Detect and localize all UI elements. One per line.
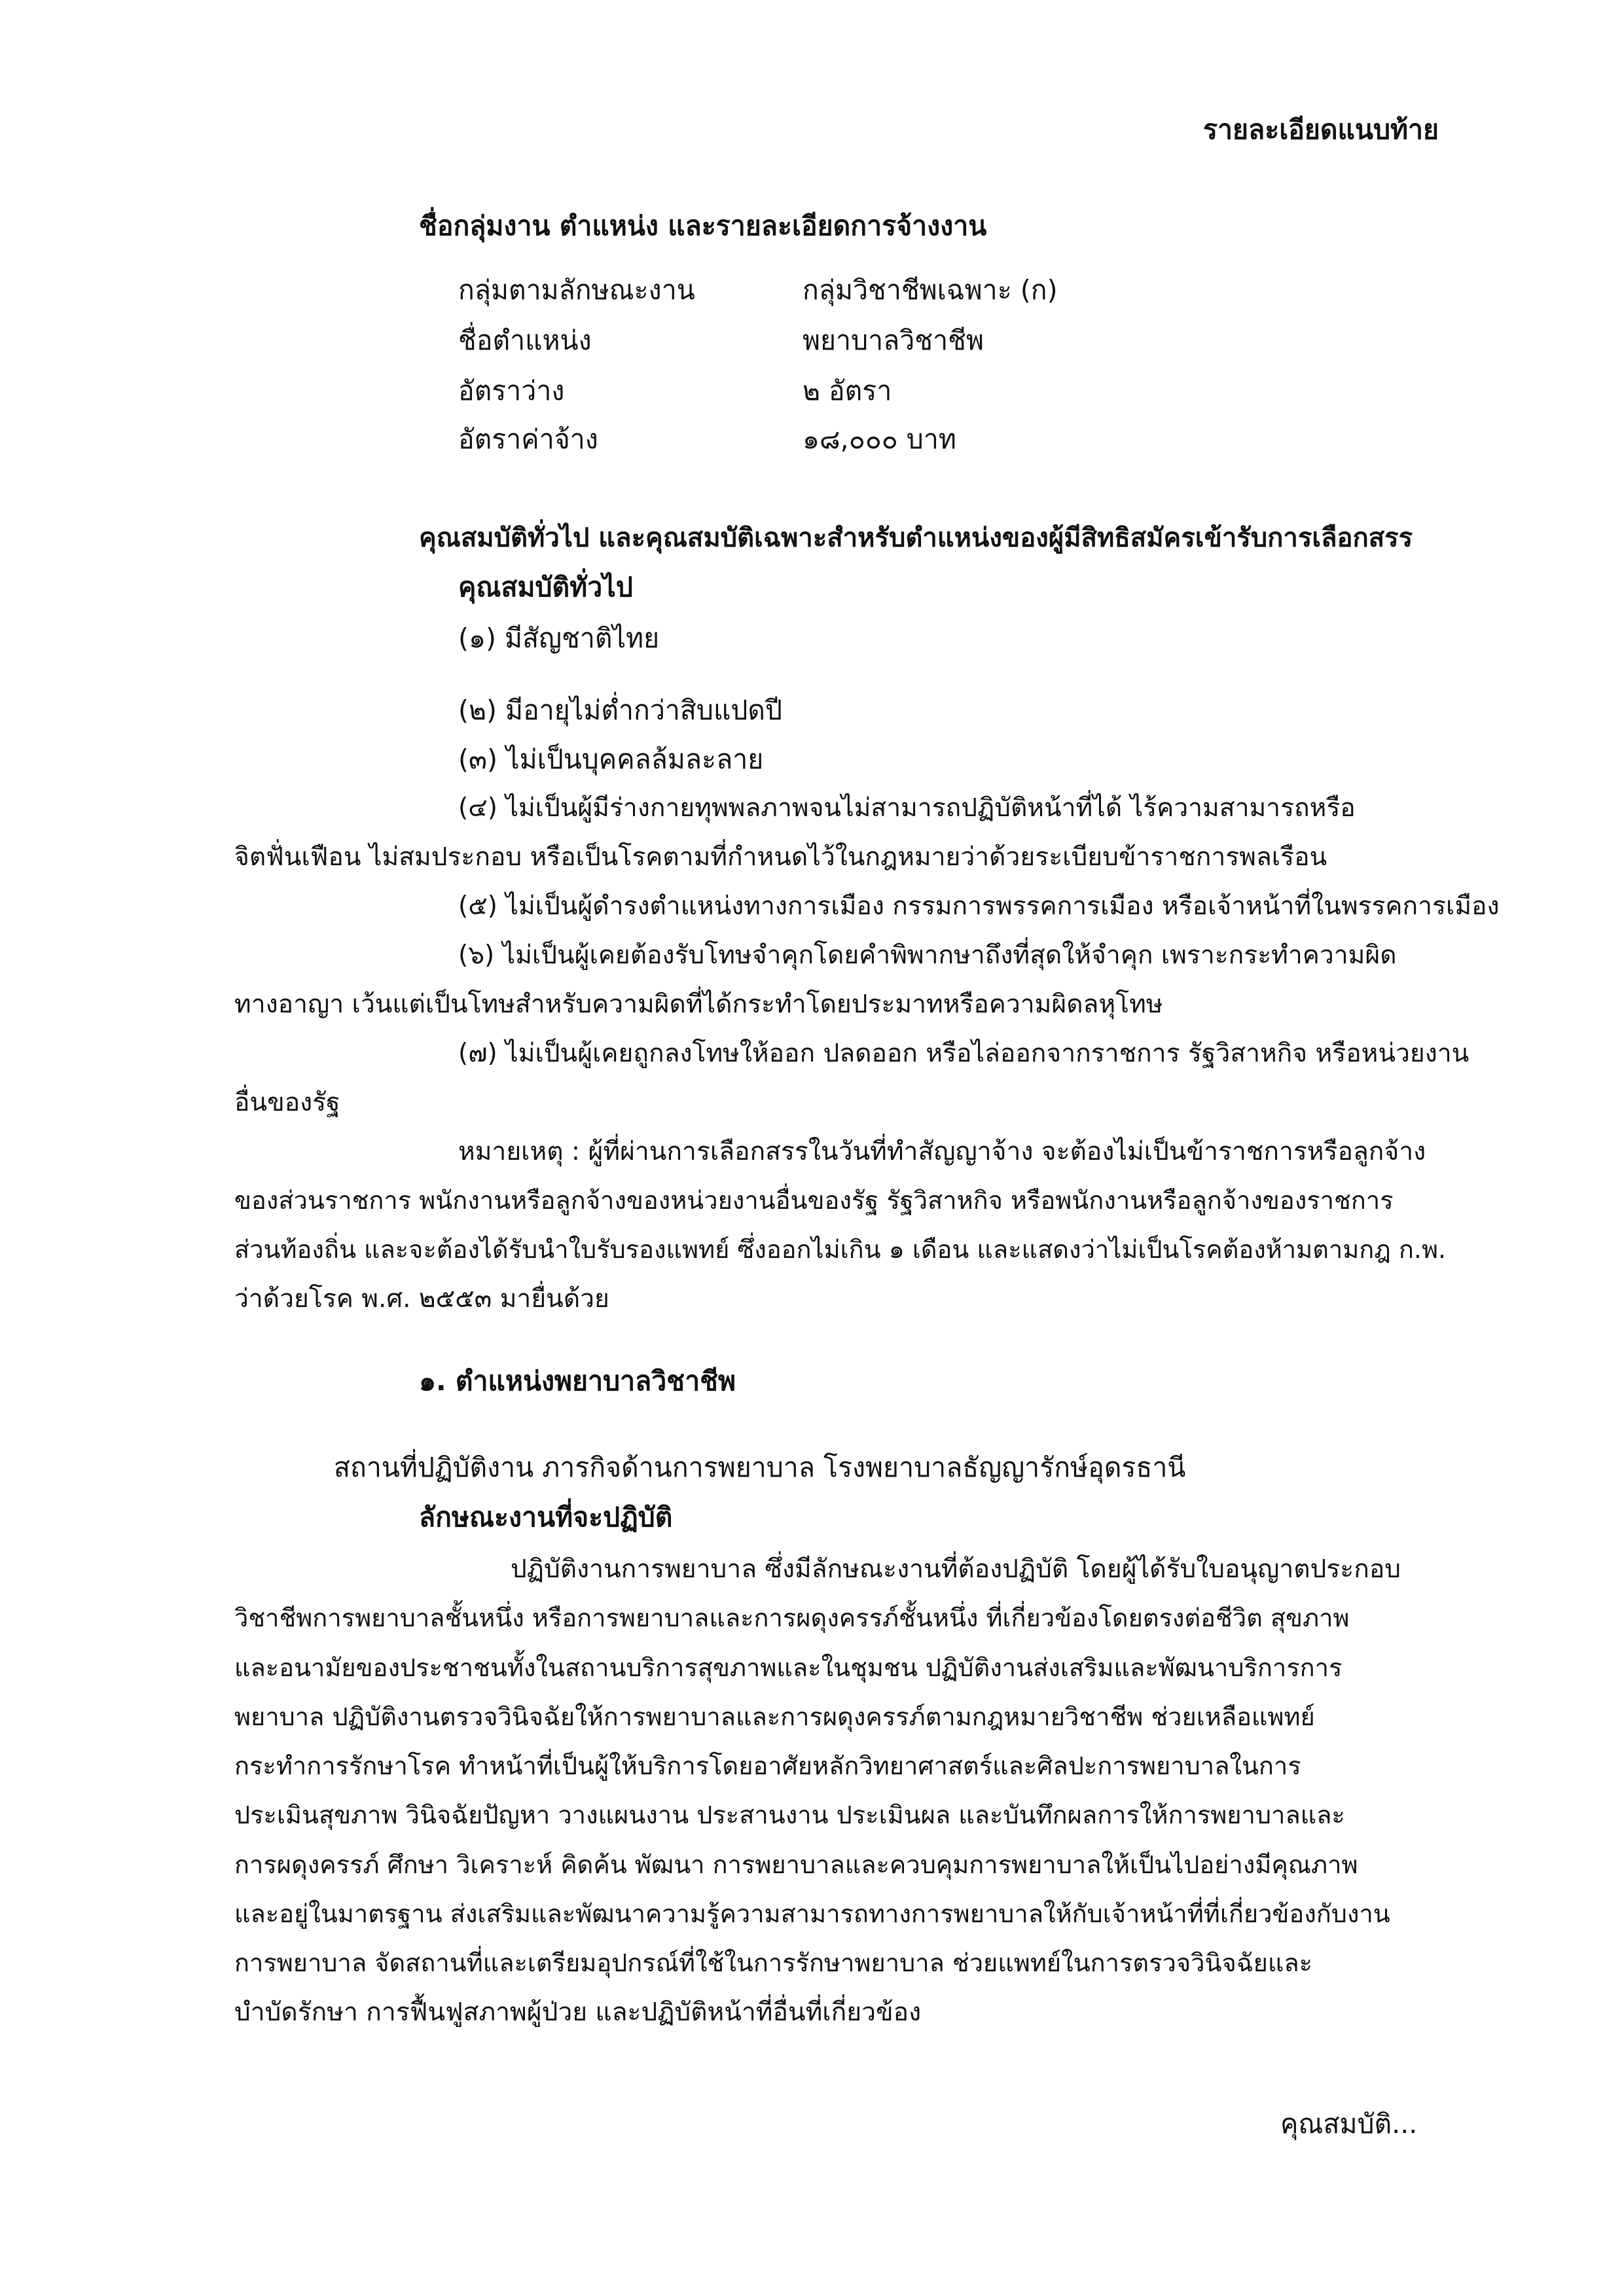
qualifications-heading: คุณสมบัติทั่วไป และคุณสมบัติเฉพาะสำหรับตำแหน่งของผู้มีสิทธิสมัครเข้ารับการเลือกสรร bbox=[419, 523, 1413, 553]
note-line: ว่าด้วยโรค พ.ศ. ๒๕๕๓ มายื่นด้วย bbox=[234, 1284, 609, 1314]
duties-line: พยาบาล ปฏิบัติงานตรวจวินิจฉัยให้การพยาบาลและการผดุงครรภ์ตามกฎหมายวิชาชีพ ช่วยเหลือแพทย์ bbox=[234, 1702, 1315, 1731]
position-heading: ๑. ตำแหน่งพยาบาลวิชาชีพ bbox=[419, 1365, 736, 1397]
duties-line: ประเมินสุขภาพ วินิจฉัยปัญหา วางแผนงาน ประสานงาน ประเมินผล และบันทึกผลการให้การพยาบาลและ bbox=[234, 1801, 1345, 1829]
duties-line: และอยู่ในมาตรฐาน ส่งเสริมและพัฒนาความรู้ความสามารถทางการพยาบาลให้กับเจ้าหน้าที่ที่เกี่ยวข้องกับงาน bbox=[234, 1899, 1390, 1928]
job-section-heading: ชื่อกลุ่มงาน ตำแหน่ง และรายละเอียดการจ้างงาน bbox=[419, 210, 987, 242]
workplace: สถานที่ปฏิบัติงาน ภารกิจด้านการพยาบาล โรงพยาบาลธัญญารักษ์อุดรธานี bbox=[334, 1452, 1186, 1483]
qualification-item: (๖) ไม่เป็นผู้เคยต้องรับโทษจำคุกโดยคำพิพากษาถึงที่สุดให้จำคุก เพราะกระทำความผิด bbox=[458, 941, 1397, 970]
note-line: หมายเหตุ : ผู้ที่ผ่านการเลือกสรรในวันที่ทำสัญญาจ้าง จะต้องไม่เป็นข้าราชการหรือลูกจ้าง bbox=[458, 1137, 1426, 1166]
job-row-value: ๒ อัตรา bbox=[803, 375, 892, 406]
qualification-item-continued: จิตฟั่นเฟือน ไม่สมประกอบ หรือเป็นโรคตามที่กำหนดไว้ในกฎหมายว่าด้วยระเบียบข้าราชการพลเรือน bbox=[234, 842, 1327, 872]
duties-line: บำบัดรักษา การฟื้นฟูสภาพผู้ป่วย และปฏิบัติหน้าที่อื่นที่เกี่ยวข้อง bbox=[234, 1998, 922, 2027]
qualification-item: (๕) ไม่เป็นผู้ดำรงตำแหน่งทางการเมือง กรรมการพรรคการเมือง หรือเจ้าหน้าที่ในพรรคการเมือง bbox=[458, 891, 1500, 921]
job-row-value: พยาบาลวิชาชีพ bbox=[803, 325, 984, 356]
duties-heading: ลักษณะงานที่จะปฏิบัติ bbox=[419, 1501, 673, 1533]
job-row-label: อัตราว่าง bbox=[458, 375, 565, 406]
duties-line: ปฏิบัติงานการพยาบาล ซึ่งมีลักษณะงานที่ต้องปฏิบัติ โดยผู้ได้รับใบอนุญาตประกอบ bbox=[511, 1554, 1401, 1584]
note-line: ของส่วนราชการ พนักงานหรือลูกจ้างของหน่วยงานอื่นของรัฐ รัฐวิสาหกิจ หรือพนักงานหรือลูกจ้างของราชการ bbox=[234, 1186, 1394, 1215]
job-row-label: ชื่อตำแหน่ง bbox=[458, 325, 592, 356]
job-row-label: กลุ่มตามลักษณะงาน bbox=[458, 274, 695, 306]
duties-line: กระทำการรักษาโรค ทำหน้าที่เป็นผู้ให้บริการโดยอาศัยหลักวิทยาศาสตร์และศิลปะการพยาบาลในการ bbox=[234, 1751, 1301, 1780]
job-row-label: อัตราค่าจ้าง bbox=[458, 423, 598, 455]
qualification-item: (๗) ไม่เป็นผู้เคยถูกลงโทษให้ออก ปลดออก หรือไล่ออกจากราชการ รัฐวิสาหกิจ หรือหน่วยงาน bbox=[458, 1039, 1470, 1068]
duties-line: การพยาบาล จัดสถานที่และเตรียมอุปกรณ์ที่ใช้ในการรักษาพยาบาล ช่วยแพทย์ในการตรวจวินิจฉัยและ bbox=[234, 1948, 1313, 1977]
job-row-value: กลุ่มวิชาชีพเฉพาะ (ก) bbox=[803, 274, 1058, 306]
qualification-item: (๑) มีสัญชาติไทย bbox=[458, 622, 660, 654]
note-line: ส่วนท้องถิ่น และจะต้องได้รับนำใบรับรองแพทย์ ซึ่งออกไม่เกิน ๑ เดือน และแสดงว่าไม่เป็นโรคต้องห้ามตามกฎ ก.พ. bbox=[234, 1235, 1447, 1264]
qualifications-subheading: คุณสมบัติทั่วไป bbox=[458, 571, 633, 603]
qualification-item-continued: อื่นของรัฐ bbox=[234, 1088, 340, 1117]
qualification-item: (๒) มีอายุไม่ต่ำกว่าสิบแปดปี bbox=[458, 694, 783, 726]
qualification-item: (๓) ไม่เป็นบุคคลล้มละลาย bbox=[458, 744, 764, 775]
qualification-item: (๔) ไม่เป็นผู้มีร่างกายทุพพลภาพจนไม่สามารถปฏิบัติหน้าที่ได้ ไร้ความสามารถหรือ bbox=[458, 793, 1356, 823]
annex-label: รายละเอียดแนบท้าย bbox=[1203, 114, 1439, 145]
duties-line: และอนามัยของประชาชนทั้งในสถานบริการสุขภาพและในชุมชน ปฏิบัติงานส่งเสริมและพัฒนาบริการการ bbox=[234, 1653, 1343, 1682]
continuation-note: คุณสมบัติ... bbox=[1280, 2108, 1418, 2140]
qualification-item-continued: ทางอาญา เว้นแต่เป็นโทษสำหรับความผิดที่ได้กระทำโดยประมาทหรือความผิดลหุโทษ bbox=[234, 990, 1163, 1019]
duties-line: การผดุงครรภ์ ศึกษา วิเคราะห์ คิดค้น พัฒนา การพยาบาลและควบคุมการพยาบาลให้เป็นไปอย่างมีคุณภาพ bbox=[234, 1850, 1358, 1879]
job-row-value: ๑๘,๐๐๐ บาท bbox=[803, 423, 956, 455]
duties-line: วิชาชีพการพยาบาลชั้นหนึ่ง หรือการพยาบาลและการผดุงครรภ์ชั้นหนึ่ง ที่เกี่ยวข้องโดยตรงต่อชีวิต สุขภาพ bbox=[234, 1604, 1350, 1632]
